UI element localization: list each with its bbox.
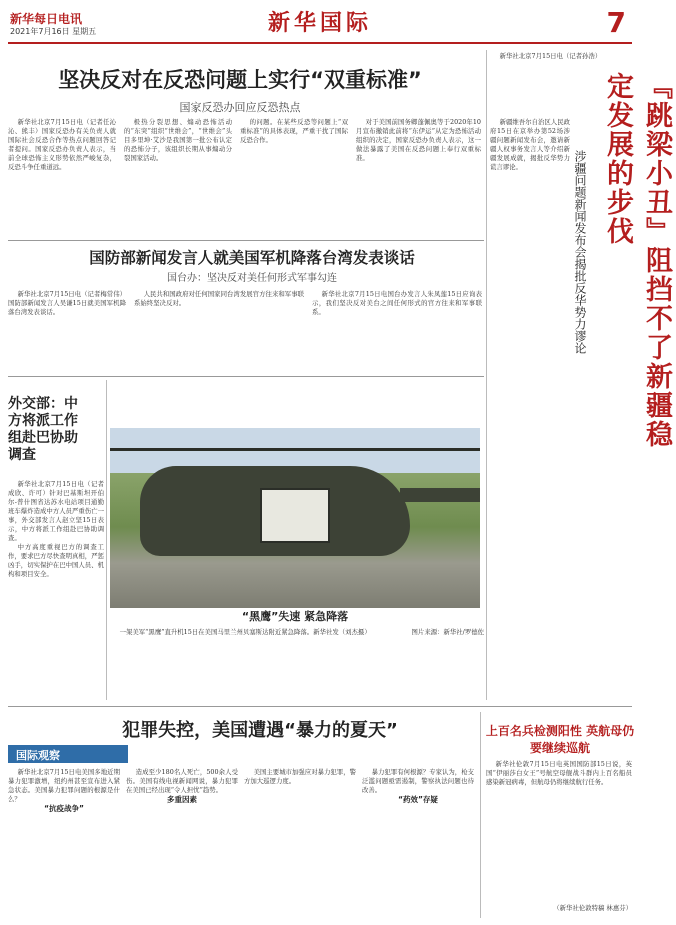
story4-col4: 暴力犯罪有何根源？专家认为，枪支泛滥问题亟需遏制，警察执法问题也待改善。 “药效”存疑 (362, 768, 474, 804)
story2-headline: 国防部新闻发言人就美国军机降落台湾发表谈话 (89, 249, 415, 267)
side-story-vertical-headline: 『跳梁小丑』阻挡不了新疆稳定发展的步伐 (602, 72, 672, 449)
paper-name: 新华每日电讯 (10, 12, 83, 26)
masthead-rule (8, 42, 632, 44)
story3-side (60, 382, 108, 476)
story1-headline: 坚决反对在反恐问题上实行“双重标准” (58, 68, 422, 92)
divider (8, 706, 632, 707)
story5-headline: 上百名兵检测阳性 英航母仍要继续巡航 (485, 724, 635, 755)
story3-headline: 外交部：中方将派工作组赴巴协助调查 (8, 396, 78, 463)
side-story-dateline: 新华社北京7月15日电（记者孙浩） (499, 52, 602, 60)
rotor-shape (110, 448, 480, 451)
story4-col1: 新华社北京7月15日电美国多地近期暴力犯罪激增，纽约州甚至宣布进入紧急状态。美国暴力犯罪问题的根源是什么？ “抗疫战争” (8, 768, 120, 813)
helicopter-tail (400, 488, 480, 502)
story3-body: 新华社北京7月15日电（记者成欣、许可）针对巴基斯坦开伯尔-普什图省达苏水电站项目通勤班车爆炸造成中方人员严重伤亡一事，外交部发言人赵立坚15日表示，中方将派工作组赴巴协助调查。 中方高度重视巴方的调查工作，要求巴方尽快查明真相，严惩凶手，切实保护在巴中国人员、机构和项目安全。 (8, 480, 104, 578)
story1-subhead: 国家反恐办回应反恐热点 (179, 101, 301, 114)
divider (480, 712, 481, 918)
story4-section-head: “药效”存疑 (398, 795, 438, 804)
issue-date: 2021年7月16日 星期五 (10, 27, 97, 36)
story5-body: 新华社伦敦7月15日电英国国防部15日说，英国“伊丽莎白女王”号航空母舰战斗群内上百名船员感染新冠病毒，但航母仍将继续航行任务。 (486, 760, 632, 786)
photo-caption: “黑鹰”失速 紧急降落 (241, 610, 349, 623)
story4-col2: 造成至少180名人死亡，500余人受伤。美国有线电视新闻网说，暴力犯罪在美国已经出现“令人担忧”趋势。 多重因素 (126, 768, 238, 804)
story1-col1: 新华社北京7月15日电（记者任沁沁、熊丰）国家反恐办有关负责人就国际社会反恐合作等热点问题回答记者提问。国家反恐办负责人表示，当前全球恐怖主义形势依然严峻复杂，反恐斗争任重道远。 (8, 118, 116, 171)
story1-col3: 的问题。在某些反恐等问题上“双重标准”的具体表现，严重干扰了国际反恐合作。 (240, 118, 348, 144)
story1-col4: 对于美国前国务卿蓬佩奥等于2020年10月宣布撤销此前将“东伊运”从定为恐怖活动组织的决定，国家反恐办负责人表示，这一做法暴露了美国在反恐问题上奉行双重标准。 (356, 118, 481, 162)
story1-col2: 极热分裂思想、煽动恐怖活动的“东突”组织“世维会”，“世维会”头目多里坤·艾沙是我国第一批公布认定的恐怖分子，该组织长期从事煽动分裂国家活动。 (124, 118, 232, 162)
divider (8, 240, 484, 241)
story2-col3: 新华社北京7月15日电国台办发言人朱凤莲15日应询表示，我们坚决反对美台之间任何形式的官方往来和军事联系。 (312, 290, 482, 316)
story4-col3: 美国主要城市加强应对暴力犯罪，警方加大巡逻力度。 (244, 768, 356, 785)
story5-credit: （新华社伦敦特稿 林惠芬） (553, 904, 632, 912)
divider (486, 50, 487, 700)
helicopter-door (260, 488, 330, 543)
divider (106, 380, 107, 700)
helicopter-photo (110, 428, 480, 608)
story4-section-head: “抗疫战争” (44, 804, 84, 813)
page-number: 7 (606, 6, 626, 39)
story4-section-head: 多重因素 (167, 795, 197, 804)
photo-credit: 图片来源：新华社/罗德佐 (411, 628, 484, 636)
side-story-vertical-subhead: 涉疆问题新闻发布会揭批反华势力谬论 (573, 150, 587, 354)
divider (8, 376, 484, 377)
section-title: 新华国际 (267, 10, 372, 36)
story4-headline: 犯罪失控，美国遭遇“暴力的夏天” (122, 720, 398, 741)
story2-col2: 人民共和国政府对任何国家同台湾发展官方往来和军事联系始终坚决反对。 (134, 290, 304, 307)
intl-observation-banner: 国际观察 (8, 745, 128, 763)
story2-subhead: 国台办：坚决反对美任何形式军事勾连 (167, 273, 337, 284)
side-story-body: 新疆维吾尔自治区人民政府15日在京举办第52场涉疆问题新闻发布会，邀请新疆人权事务发言人等介绍新疆发展成就，揭批反华势力谎言谬论。 (490, 118, 570, 171)
photo-description: 一架美军“黑鹰”直升机15日在美国马里兰州贝塞斯达附近紧急降落。新华社发（刘杰摄） (119, 628, 371, 636)
story2-col1: 新华社北京7月15日电（记者梅常伟）国防部新闻发言人吴谦15日就美国军机降落台湾发表谈话。 (8, 290, 126, 316)
